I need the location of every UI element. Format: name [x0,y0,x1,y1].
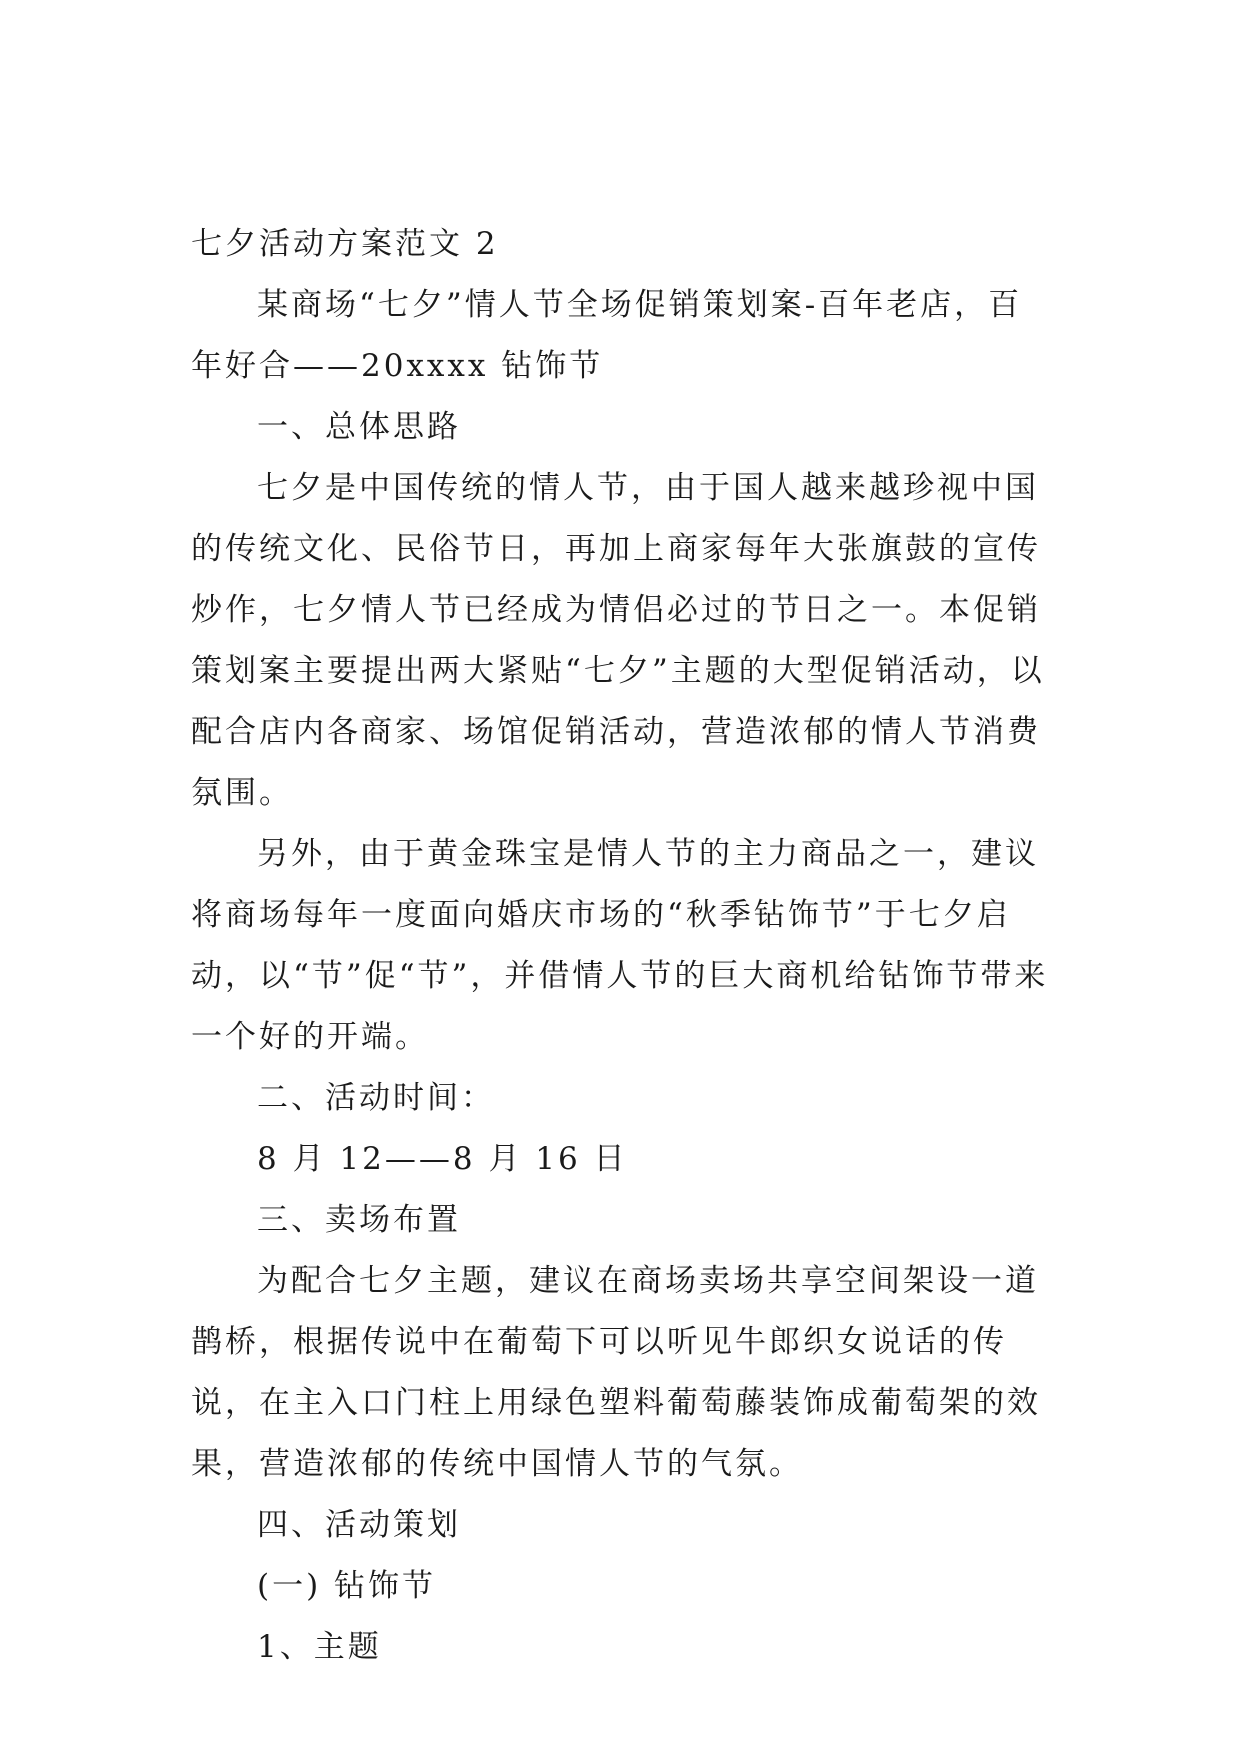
section-heading-activity-plan: 四、活动策划 [257,1507,461,1543]
subsection-heading-theme: 1、主题 [257,1629,382,1665]
overall-idea-paragraph: 七夕是中国传统的情人节，由于国人越来越珍视中国的传统文化、民俗节日，再加上商家每年大张旗鼓的宣传炒作，七夕情人节已经成为情侣必过的节日之一。本促销策划案主要提出两大紧贴“七夕”主题的大型促销活动，以配合店内各商家、场馆促销活动，营造浓郁的情人节消费氛围。 [191,470,1045,811]
activity-time-paragraph: 8 月 12——8 月 16 日 [257,1141,628,1177]
section-heading-activity-time: 二、活动时间： [257,1080,495,1116]
document-body [191,214,1051,1678]
subsection-heading-jewelry-festival: (一) 钻饰节 [257,1568,437,1604]
intro-paragraph: 某商场“七夕”情人节全场促销策划案-百年老店，百年好合——20xxxx 钻饰节 [191,287,1023,384]
document-title: 七夕活动方案范文 2 [191,226,499,262]
store-layout-paragraph: 为配合七夕主题，建议在商场卖场共享空间架设一道鹊桥，根据传说中在葡萄下可以听见牛郎织女说话的传说，在主入口门柱上用绿色塑料葡萄藤装饰成葡萄架的效果，营造浓郁的传统中国情人节的气氛。 [191,1263,1041,1482]
section-heading-store-layout: 三、卖场布置 [257,1202,461,1238]
jewelry-paragraph: 另外，由于黄金珠宝是情人节的主力商品之一，建议将商场每年一度面向婚庆市场的“秋季钻饰节”于七夕启动，以“节”促“节”，并借情人节的巨大商机给钻饰节带来一个好的开端。 [191,836,1049,1055]
section-heading-overall-idea: 一、总体思路 [257,409,461,445]
